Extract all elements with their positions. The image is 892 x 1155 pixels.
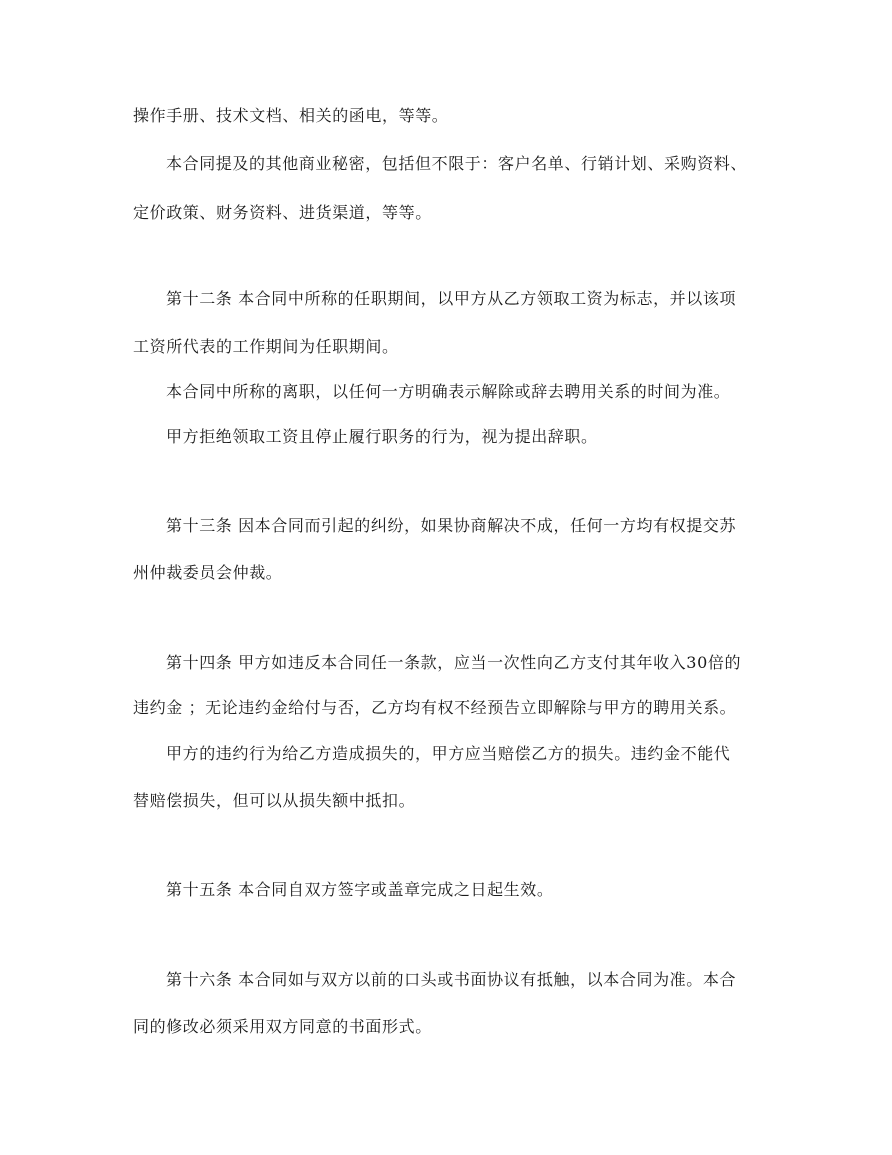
text-line: 州仲裁委员会仲裁。 — [133, 563, 283, 582]
article-16-line: 第十六条 本合同如与双方以前的口头或书面协议有抵触，以本合同为准。本合 — [166, 970, 737, 989]
text-line: 甲方的违约行为给乙方造成损失的，甲方应当赔偿乙方的损失。违约金不能代 — [166, 744, 731, 763]
article-13-line: 第十三条 因本合同而引起的纠纷，如果协商解决不成，任何一方均有权提交苏 — [166, 516, 737, 535]
text-line: 本合同中所称的离职，以任何一方明确表示解除或辞去聘用关系的时间为准。 — [166, 382, 731, 401]
text-line: 同的修改必须采用双方同意的书面形式。 — [133, 1017, 432, 1036]
text-line: 操作手册、技术文档、相关的函电，等等。 — [133, 106, 449, 125]
article-12-line: 第十二条 本合同中所称的任职期间，以甲方从乙方领取工资为标志，并以该项 — [166, 289, 737, 308]
text-line: 甲方拒绝领取工资且停止履行职务的行为，视为提出辞职。 — [166, 427, 598, 446]
text-line: 违约金 ；无论违约金给付与否，乙方均有权不经预告立即解除与甲方的聘用关系。 — [133, 698, 737, 717]
text-line: 工资所代表的工作期间为任职期间。 — [133, 337, 399, 356]
text-line: 本合同提及的其他商业秘密，包括但不限于：客户名单、行销计划、采购资料、 — [166, 154, 748, 173]
article-15-line: 第十五条 本合同自双方签字或盖章完成之日起生效。 — [166, 880, 554, 899]
text-line: 替赔偿损失，但可以从损失额中抵扣。 — [133, 791, 416, 810]
text-line: 定价政策、财务资料、进货渠道，等等。 — [133, 203, 432, 222]
article-14-line: 第十四条 甲方如违反本合同任一条款，应当一次性向乙方支付其年收入30倍的 — [166, 653, 742, 672]
